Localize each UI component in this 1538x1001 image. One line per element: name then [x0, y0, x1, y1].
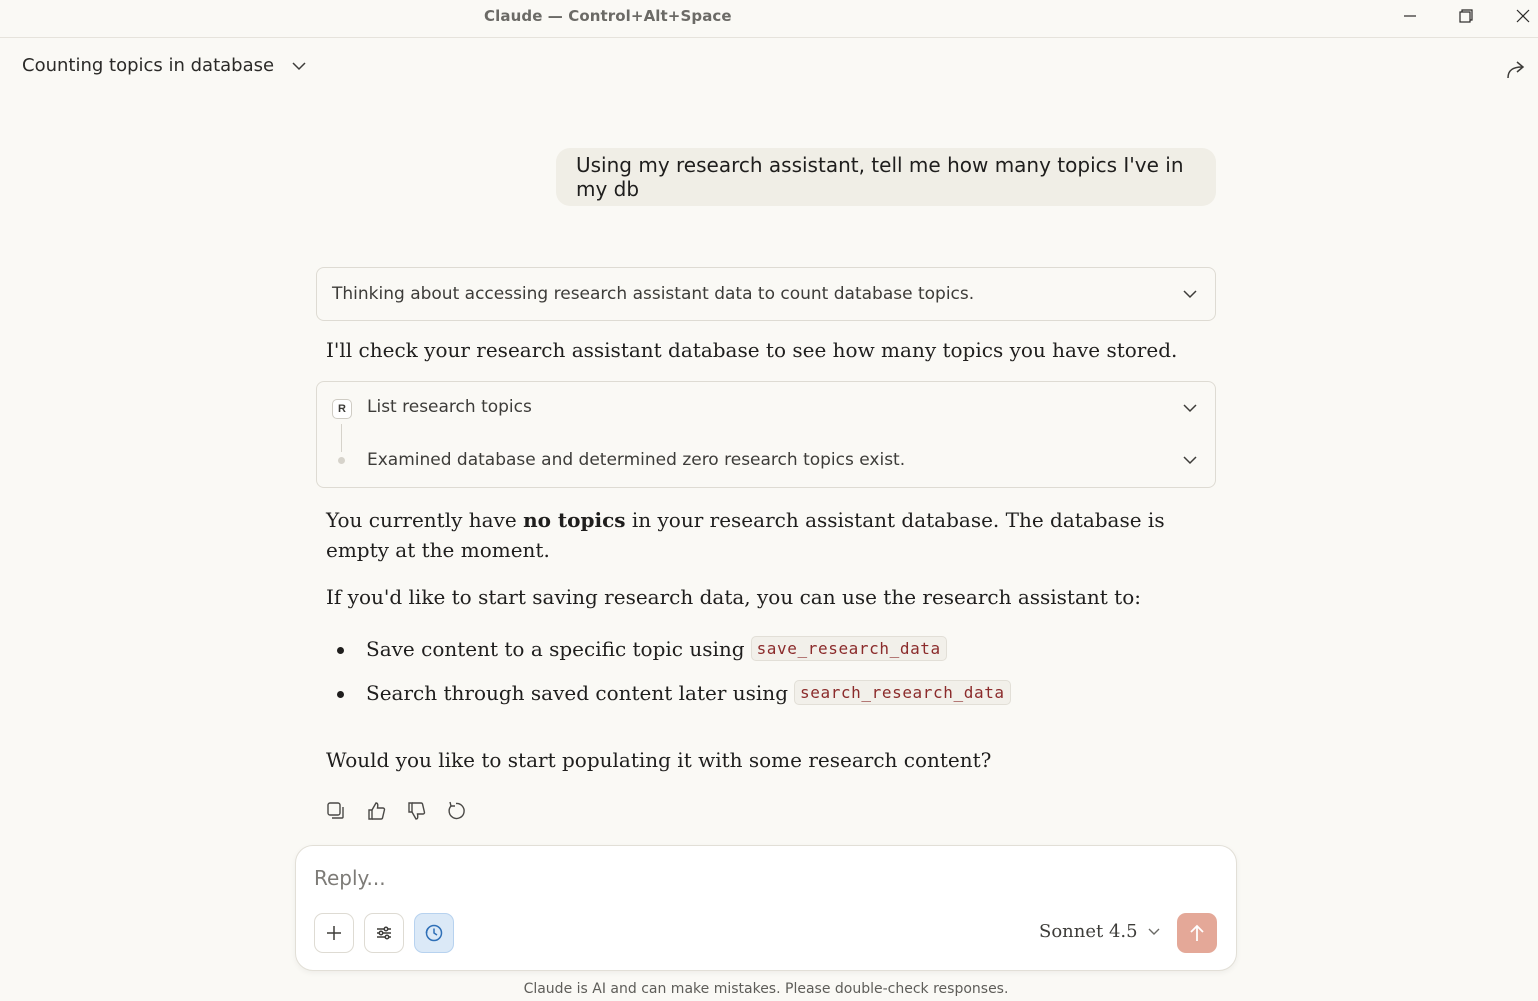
- tool-badge: R: [332, 399, 352, 419]
- arrow-up-icon: [1189, 924, 1205, 942]
- user-message-text: Using my research assistant, tell me how many topics I've in my db: [576, 153, 1184, 201]
- share-button[interactable]: [1505, 58, 1527, 85]
- response-closing: Would you like to start populating it with some research content?: [326, 748, 992, 772]
- user-message: [556, 148, 1216, 206]
- send-button[interactable]: [1177, 913, 1217, 953]
- share-icon: [1505, 58, 1527, 80]
- thinking-block[interactable]: [316, 267, 1216, 321]
- chevron-down-icon: [1148, 928, 1160, 936]
- conversation-title-button[interactable]: [22, 55, 306, 76]
- close-icon: [1516, 9, 1530, 23]
- message-actions: [325, 800, 467, 822]
- minimize-icon: [1403, 9, 1417, 23]
- connector-dot: [338, 457, 345, 464]
- reply-input[interactable]: Reply...: [314, 866, 386, 890]
- retry-icon: [446, 801, 466, 821]
- list-item: [366, 680, 1011, 705]
- clock-icon: [424, 923, 444, 943]
- plus-icon: [326, 925, 342, 941]
- restore-icon: [1459, 9, 1473, 23]
- disclaimer: Claude is AI and can make mistakes. Please double-check responses.: [523, 981, 1009, 997]
- connector-line: [341, 424, 342, 452]
- window-title: Claude — Control+Alt+Space: [484, 7, 732, 25]
- bullet-dot: [337, 647, 344, 654]
- tools-button[interactable]: [364, 913, 404, 953]
- chevron-down-icon: [1183, 289, 1197, 299]
- tool-name: List research topics: [367, 397, 532, 417]
- thumbs-down-button[interactable]: [405, 800, 427, 822]
- code-snippet: save_research_data: [751, 636, 947, 661]
- conversation-title: Counting topics in database: [22, 55, 275, 76]
- model-selector[interactable]: [1039, 921, 1160, 942]
- thumbs-up-icon: [366, 801, 386, 821]
- response-bold: no topics: [523, 508, 626, 532]
- tool-call-block: [316, 381, 1216, 488]
- copy-icon: [326, 801, 346, 821]
- chevron-down-icon[interactable]: [1183, 455, 1197, 465]
- assistant-intro: I'll check your research assistant database to see how many topics you have stored.: [326, 338, 1178, 362]
- chevron-down-icon[interactable]: [1183, 403, 1197, 413]
- thumbs-up-button[interactable]: [365, 800, 387, 822]
- tool-result: Examined database and determined zero research topics exist.: [367, 450, 906, 470]
- reply-composer[interactable]: [295, 845, 1237, 971]
- list-item-text: Search through saved content later using: [366, 680, 788, 705]
- copy-button[interactable]: [325, 800, 347, 822]
- thinking-summary: Thinking about accessing research assistant data to count database topics.: [332, 284, 975, 304]
- extended-thinking-button[interactable]: [414, 913, 454, 953]
- response-text: You currently have: [326, 508, 524, 532]
- thumbs-down-icon: [406, 801, 426, 821]
- list-item-text: Save content to a specific topic using: [366, 636, 745, 661]
- add-button[interactable]: [314, 913, 354, 953]
- bullet-dot: [337, 691, 344, 698]
- chevron-down-icon: [292, 61, 306, 71]
- response-paragraph: [326, 505, 1196, 565]
- retry-button[interactable]: [445, 800, 467, 822]
- list-item: [366, 636, 947, 661]
- response-paragraph: If you'd like to start saving research data, you can use the research assistant to:: [326, 585, 1141, 609]
- model-name: Sonnet 4.5: [1039, 921, 1138, 942]
- sliders-icon: [376, 925, 392, 941]
- minimize-button[interactable]: [1387, 0, 1433, 32]
- code-snippet: search_research_data: [794, 680, 1011, 705]
- window-titlebar: [0, 0, 1538, 38]
- restore-button[interactable]: [1443, 0, 1489, 32]
- close-button[interactable]: [1500, 0, 1538, 32]
- response-text: in your research assistant database. The database is empty at the moment.: [326, 508, 1165, 562]
